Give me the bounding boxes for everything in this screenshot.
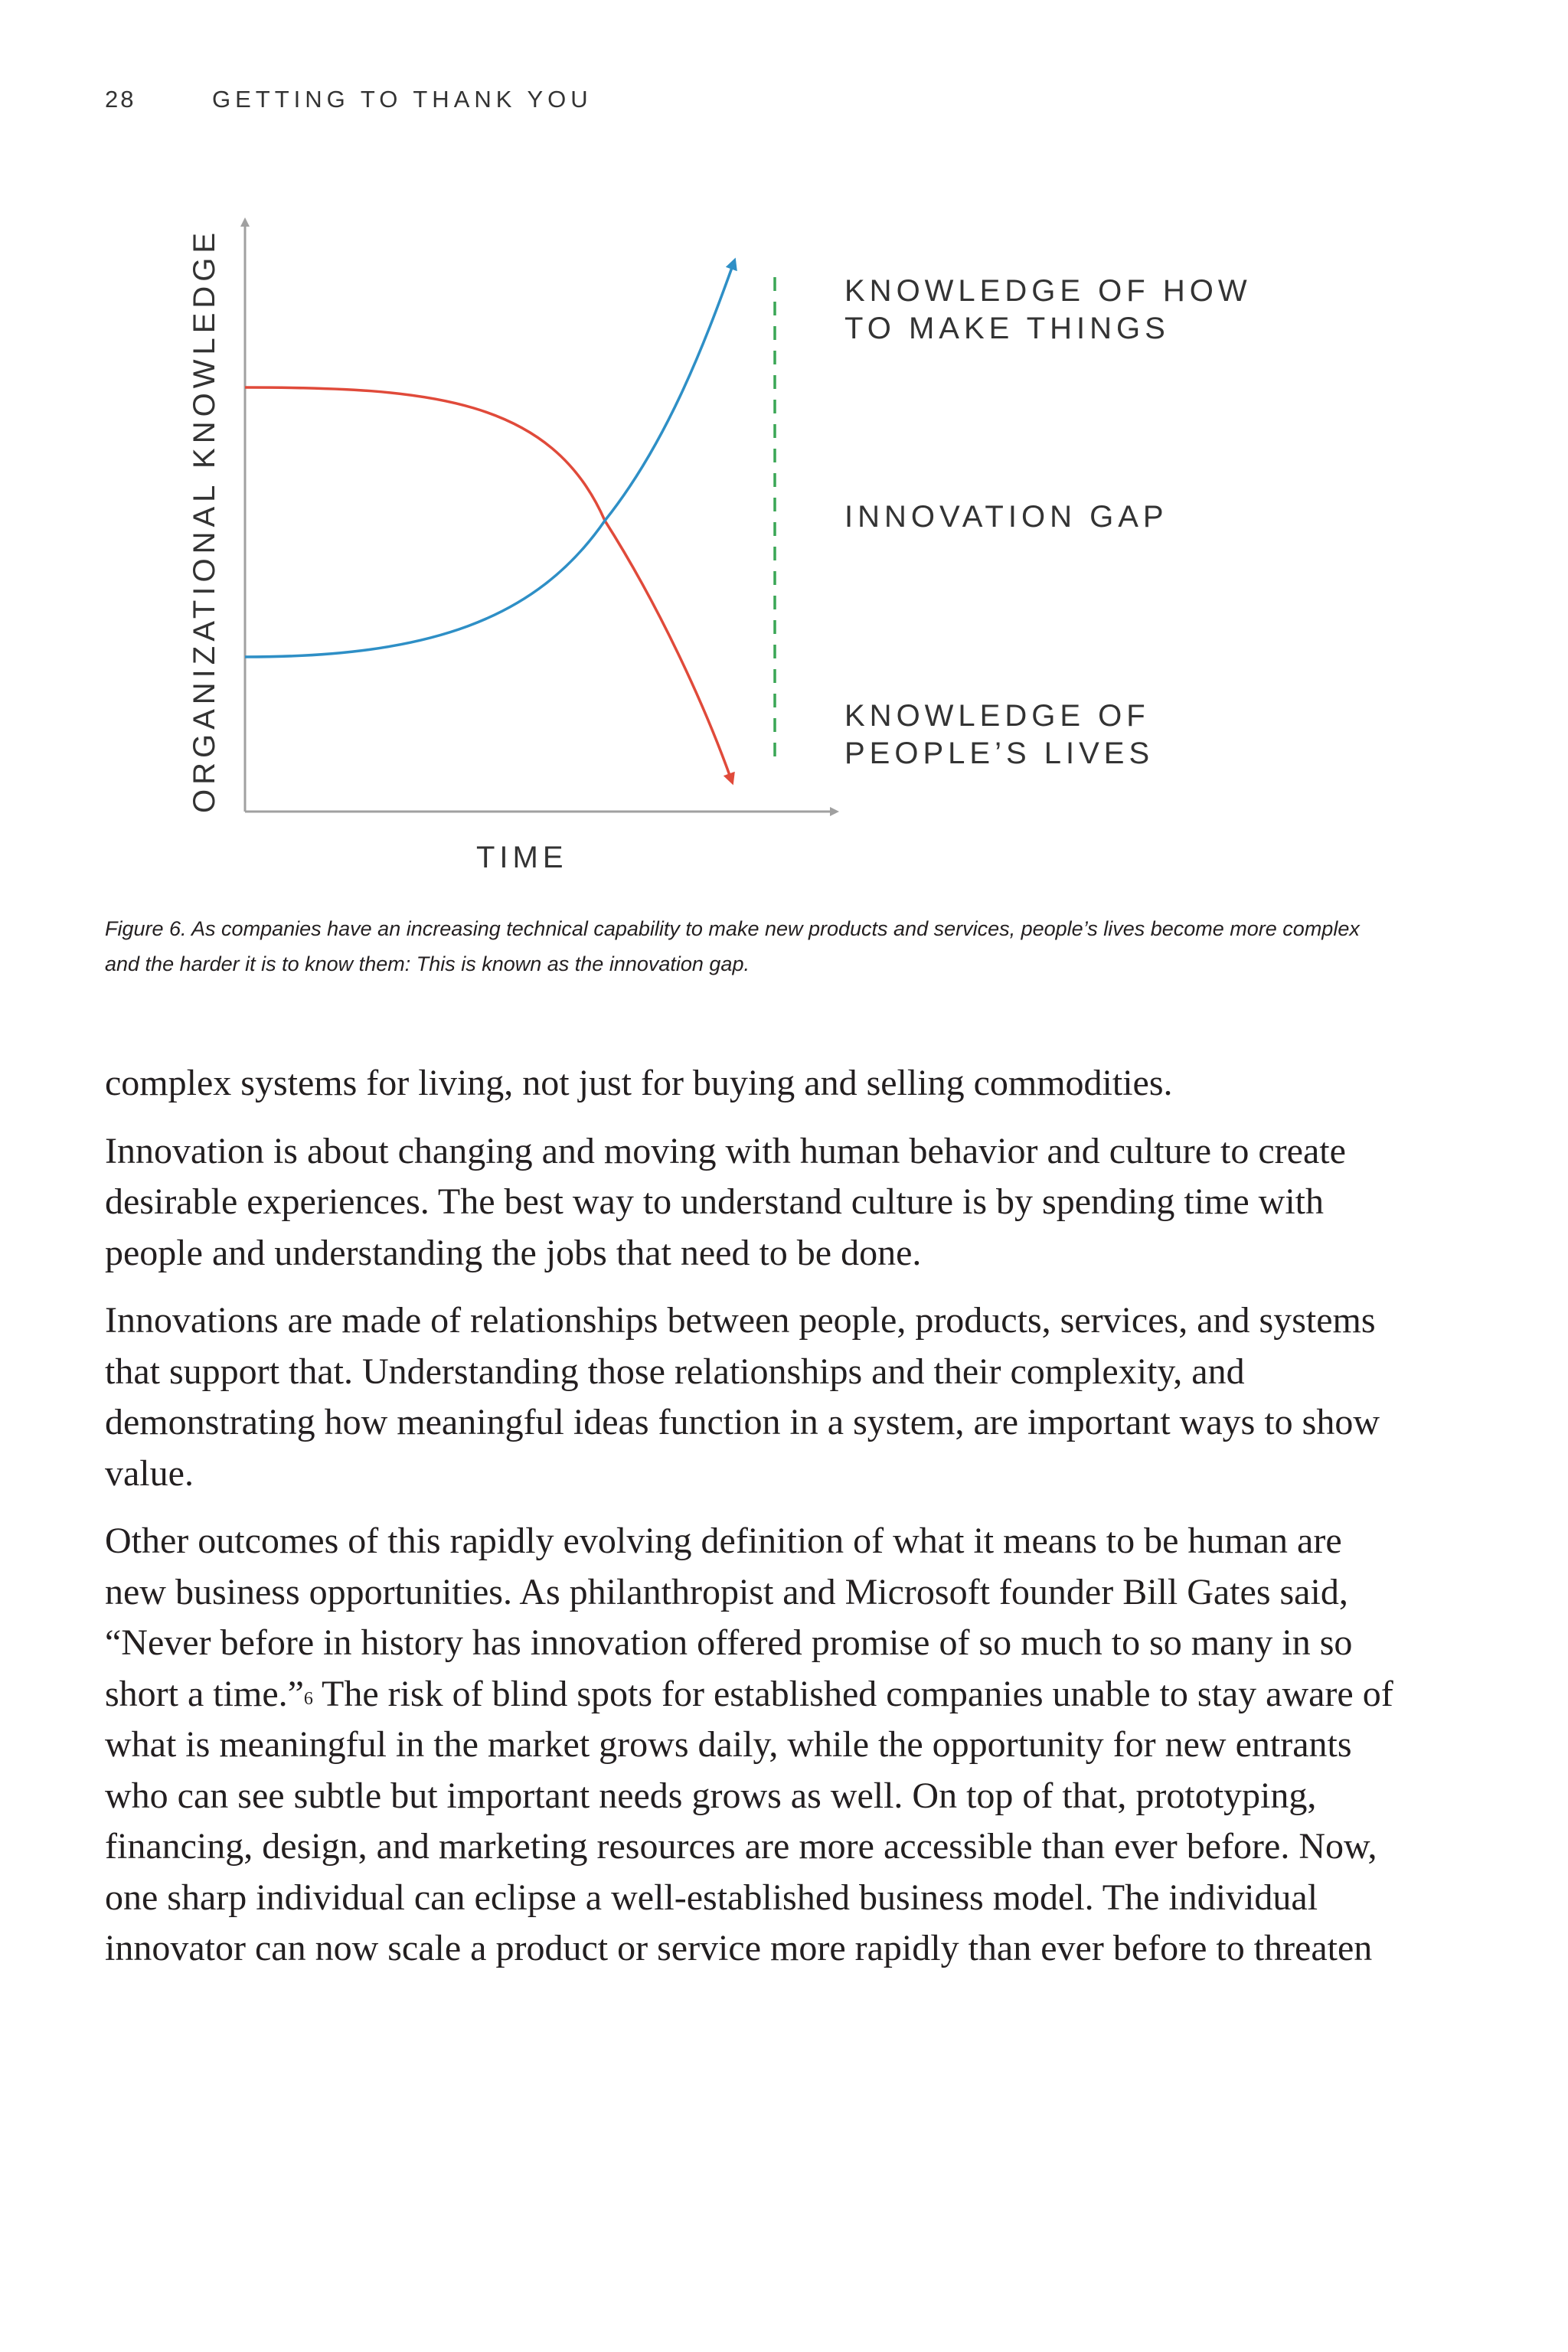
people-knowledge-curve <box>245 387 731 779</box>
paragraph-text: The risk of blind spots for established companies unable to stay aware of what is meaningful in the market grows daily, while the opportunity for new entrants who can see subtle but important needs grows as well. On top of that, prototyping, financing, design, and marketing resources are more accessible than ever before. Now, one sharp individual can eclipse a well-established business model. The individual innovator can now scale a product or service more rapidly than ever before to threaten <box>105 1673 1393 1968</box>
running-title: GETTING TO THANK YOU <box>212 86 593 113</box>
figure-6 <box>0 0 1568 880</box>
page-number: 28 <box>105 86 136 113</box>
paragraph <box>105 1516 1406 1975</box>
footnote-ref[interactable]: 6 <box>303 1688 313 1709</box>
paragraph: Innovation is about changing and moving with human behavior and culture to create desirable experiences. The best way to understand culture is by spending time with people and understanding the jobs that need to be done. <box>105 1130 1346 1273</box>
label-people-line1: KNOWLEDGE OF <box>844 699 1150 733</box>
paragraph-text: Other outcomes of this rapidly evolving definition of what it means to be human are new business opportunities. As philanthropist and Microsoft founder Bill Gates said, “Never before in history has innovation offered promise of so much to so many in so short a time.” <box>105 1521 1353 1714</box>
label-how-line2: TO MAKE THINGS <box>844 312 1170 345</box>
label-people-line2: PEOPLE’S LIVES <box>844 737 1155 770</box>
how-knowledge-curve <box>245 263 733 657</box>
paragraph: complex systems for living, not just for buying and selling commodities. <box>105 1063 1173 1103</box>
x-axis-label: TIME <box>476 841 568 874</box>
label-innovation-gap: INNOVATION GAP <box>844 500 1168 534</box>
body-text <box>105 1058 1406 1991</box>
label-how-line1: KNOWLEDGE OF HOW <box>844 274 1252 308</box>
figure-caption: Figure 6. As companies have an increasing technical capability to make new products and services, people’s lives become more complex and the harder it is to know them: This is known as the innovation gap. <box>105 917 1360 975</box>
paragraph: Innovations are made of relationships between people, products, services, and systems that support that. Understanding those relationships and their complexity, and demonstrating how meaningful ideas function in a system, are important ways to show value. <box>105 1300 1380 1494</box>
y-axis-label: ORGANIZATIONAL KNOWLEDGE <box>188 227 221 813</box>
innovation-gap-diagram <box>0 0 1568 880</box>
